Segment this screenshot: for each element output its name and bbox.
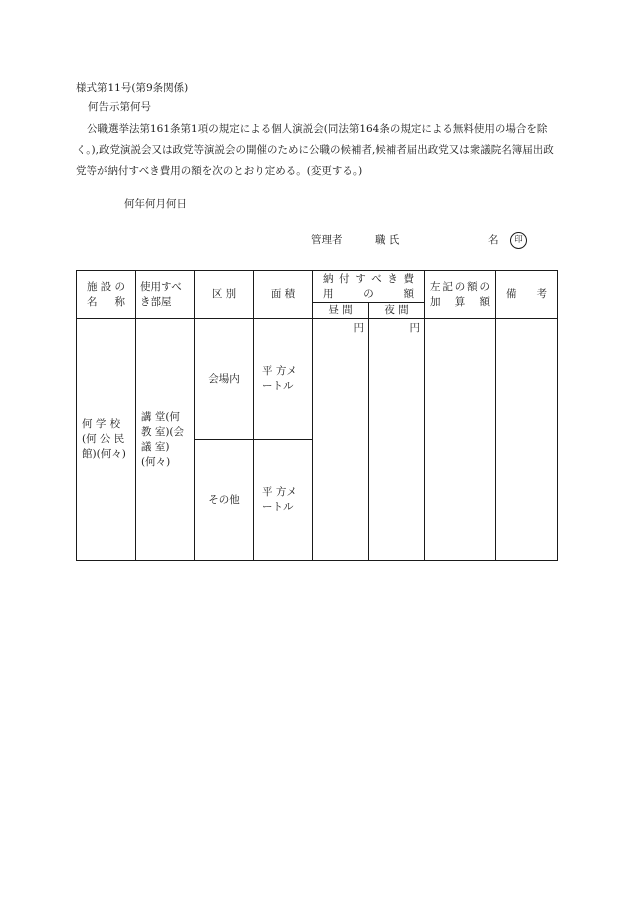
header-daytime: 昼 間 [313, 303, 369, 319]
manager-label: 管理者 [311, 234, 343, 246]
header-addition: 左記の額の加 算 額 [425, 271, 496, 319]
division-other: その他 [195, 440, 254, 561]
header-facility-name: 施設の名 称 [77, 271, 136, 319]
area-inside: 平 方メートル [254, 319, 313, 440]
header-division: 区 別 [195, 271, 254, 319]
remarks-cell [496, 319, 558, 561]
area-other: 平 方メートル [254, 440, 313, 561]
date: 何年何月何日 [124, 198, 187, 210]
seal-icon: 印 [510, 232, 527, 249]
division-inside: 会場内 [195, 319, 254, 440]
night-fee-cell: 円 [369, 319, 425, 561]
fee-table [76, 270, 558, 561]
room-cell: 講 堂(何 教 室)(会 議 室)(何々) [136, 319, 195, 561]
manager-title-name: 職 氏 [375, 234, 400, 246]
header-fee: 納 付 す べ き 費 用 の 額 [313, 271, 425, 303]
header-room: 使用すべき部屋 [136, 271, 195, 319]
facility-cell: 何 学 校(何 公 民館)(何々) [77, 319, 136, 561]
notice-number: 何告示第何号 [88, 101, 151, 113]
manager-name-label: 名 [488, 234, 499, 246]
manager-signature-line [311, 233, 541, 249]
header-area: 面 積 [254, 271, 313, 319]
header-remarks: 備 考 [496, 271, 558, 319]
main-text: 公職選挙法第161条第1項の規定による個人演説会(同法第164条の規定による無料使用の場合を除く。),政党演説会又は政党等演説会の開催のために公職の候補者,候補者届出政党又は衆議院名簿届出政党等が納付すべき費用の額を次のとおり定める。(変更する。) [76, 123, 554, 177]
header-night: 夜 間 [369, 303, 425, 319]
daytime-fee-cell: 円 [313, 319, 369, 561]
addition-cell [425, 319, 496, 561]
form-number: 様式第11号(第9条関係) [76, 82, 189, 94]
